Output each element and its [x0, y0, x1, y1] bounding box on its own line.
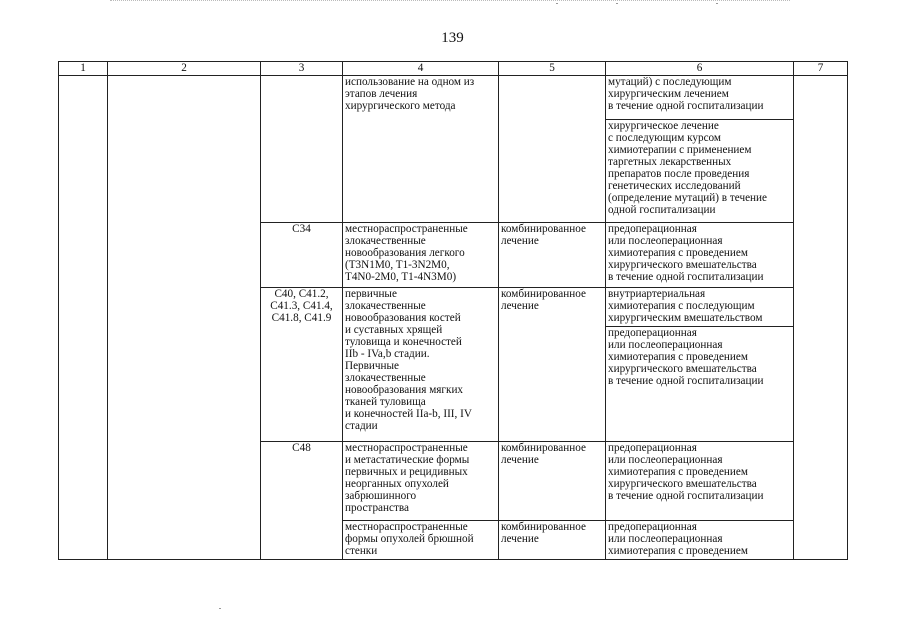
method-cell: предоперационная или послеоперационная химиотерапия с проведением	[606, 521, 794, 560]
column-header: 3	[261, 62, 343, 76]
column-header: 6	[606, 62, 794, 76]
method-cell: мутаций) с последующим хирургическим лечением в течение одной госпитализации	[606, 76, 794, 120]
method-cell: предоперационная или послеоперационная химиотерапия с проведением хирургического вмешательства в течение одной госпитализации	[606, 442, 794, 521]
col2-cell	[108, 76, 261, 560]
header-row	[59, 62, 848, 76]
treatment-type-cell: комбинированное лечение	[499, 521, 606, 560]
column-header: 1	[59, 62, 108, 76]
treatment-type-cell: комбинированное лечение	[499, 223, 606, 288]
diagnosis-cell: использование на одном из этапов лечения хирургического метода	[343, 76, 499, 223]
diagnosis-cell: местнораспространенные и метастатические формы первичных и рецидивных неорганных опухолей забрюшинного пространства	[343, 442, 499, 521]
method-cell: хирургическое лечение с последующим курсом химиотерапии с применением таргетных лекарственных препаратов после проведения генетических исследований (определение мутаций) в течение одной госпитализации	[606, 120, 794, 223]
treatment-type-cell: комбинированное лечение	[499, 288, 606, 442]
codes-cell: С34	[261, 223, 343, 288]
scan-speck	[616, 3, 618, 4]
codes-cell	[261, 76, 343, 223]
codes-cell: С40, С41.2, С41.3, С41.4, С41.8, С41.9	[261, 288, 343, 442]
col1-cell	[59, 76, 108, 560]
medical-care-table	[58, 61, 848, 560]
scan-speck	[219, 608, 221, 609]
diagnosis-cell: первичные злокачественные новообразования костей и суставных хрящей туловища и конечностей IIb - IVa,b стадии. Первичные злокачественные новообразования мягких тканей туловища и конечностей IIa-b, III, IV стадии	[343, 288, 499, 442]
column-header: 7	[794, 62, 848, 76]
codes-cell: С48	[261, 442, 343, 560]
treatment-type-cell	[499, 76, 606, 223]
scan-edge-line	[110, 0, 790, 2]
treatment-type-cell: комбинированное лечение	[499, 442, 606, 521]
scan-speck	[556, 3, 558, 4]
diagnosis-cell: местнораспространенные формы опухолей брюшной стенки	[343, 521, 499, 560]
column-header: 5	[499, 62, 606, 76]
method-cell: внутриартериальная химиотерапия с последующим хирургическим вмешательством	[606, 288, 794, 327]
table-row	[59, 76, 848, 120]
method-cell: предоперационная или послеоперационная химиотерапия с проведением хирургического вмешательства в течение одной госпитализации	[606, 327, 794, 442]
scan-speck	[716, 3, 718, 4]
diagnosis-cell: местнораспространенные злокачественные новообразования легкого (T3N1M0, T1-3N2M0, T4N0-2M0, T1-4N3M0)	[343, 223, 499, 288]
method-cell: предоперационная или послеоперационная химиотерапия с проведением хирургического вмешательства в течение одной госпитализации	[606, 223, 794, 288]
col7-cell	[794, 76, 848, 560]
page-number: 139	[441, 30, 464, 46]
column-header: 4	[343, 62, 499, 76]
column-header: 2	[108, 62, 261, 76]
